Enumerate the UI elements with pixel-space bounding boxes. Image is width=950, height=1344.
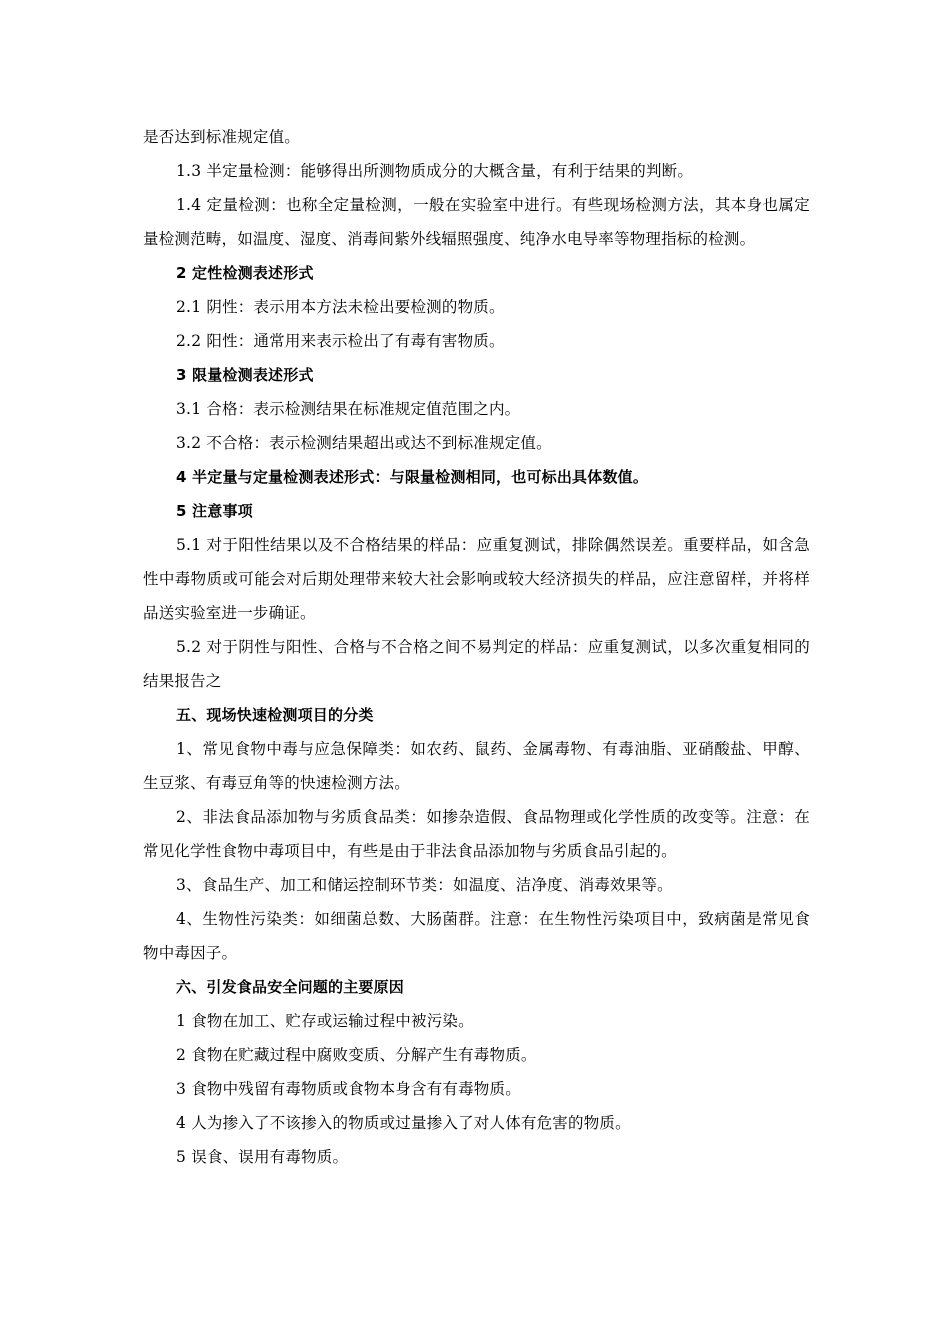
cause-item-5: 5 误食、误用有毒物质。	[176, 1148, 349, 1166]
cause-item-4: 4 人为掺入了不该掺入的物质或过量掺入了对人体有危害的物质。	[176, 1114, 631, 1132]
heading-3: 3 限量检测表述形式	[176, 366, 314, 384]
paragraph-3-1: 3.1 合格：表示检测结果在标准规定值范围之内。	[176, 400, 521, 418]
paragraph-2-2: 2.2 阳性：通常用来表示检出了有毒有害物质。	[176, 332, 505, 350]
document-body	[143, 120, 810, 1174]
cause-item-3: 3 食物中残留有毒物质或食物本身含有有毒物质。	[176, 1080, 521, 1098]
section-heading-6: 六、引发食品安全问题的主要原因	[176, 978, 405, 996]
heading-2: 2 定性检测表述形式	[176, 264, 314, 282]
cause-item-1: 1 食物在加工、贮存或运输过程中被污染。	[176, 1012, 474, 1030]
paragraph-1-4: 1.4 定量检测：也称全定量检测，一般在实验室中进行。有些现场检测方法，其本身也属定量检测范畴，如温度、湿度、消毒间紫外线辐照强度、纯净水电导率等物理指标的检测。	[143, 196, 810, 248]
paragraph-5-2: 5.2 对于阴性与阳性、合格与不合格之间不易判定的样品：应重复测试，以多次重复相同的结果报告之	[143, 638, 810, 690]
paragraph-continuation: 是否达到标准规定值。	[143, 128, 301, 146]
cause-item-2: 2 食物在贮藏过程中腐败变质、分解产生有毒物质。	[176, 1046, 537, 1064]
paragraph-2-1: 2.1 阴性：表示用本方法未检出要检测的物质。	[176, 298, 505, 316]
section-heading-5: 五、现场快速检测项目的分类	[176, 706, 374, 724]
heading-5: 5 注意事项	[176, 502, 253, 520]
heading-4: 4 半定量与定量检测表述形式：与限量检测相同，也可标出具体数值。	[176, 468, 649, 486]
category-item-4: 4、生物性污染类：如细菌总数、大肠菌群。注意：在生物性污染项目中，致病菌是常见食物中毒因子。	[143, 910, 810, 962]
paragraph-5-1: 5.1 对于阳性结果以及不合格结果的样品：应重复测试，排除偶然误差。重要样品，如含急性中毒物质或可能会对后期处理带来较大社会影响或较大经济损失的样品，应注意留样，并将样品送实验室进一步确证。	[143, 536, 810, 622]
paragraph-1-3: 1.3 半定量检测：能够得出所测物质成分的大概含量，有利于结果的判断。	[176, 162, 694, 180]
category-item-1: 1、常见食物中毒与应急保障类：如农药、鼠药、金属毒物、有毒油脂、亚硝酸盐、甲醇、生豆浆、有毒豆角等的快速检测方法。	[143, 740, 810, 792]
paragraph-3-2: 3.2 不合格：表示检测结果超出或达不到标准规定值。	[176, 434, 552, 452]
category-item-2: 2、非法食品添加物与劣质食品类：如掺杂造假、食品物理或化学性质的改变等。注意：在常见化学性食物中毒项目中，有些是由于非法食品添加物与劣质食品引起的。	[143, 808, 810, 860]
category-item-3: 3、食品生产、加工和储运控制环节类：如温度、洁净度、消毒效果等。	[176, 876, 673, 894]
